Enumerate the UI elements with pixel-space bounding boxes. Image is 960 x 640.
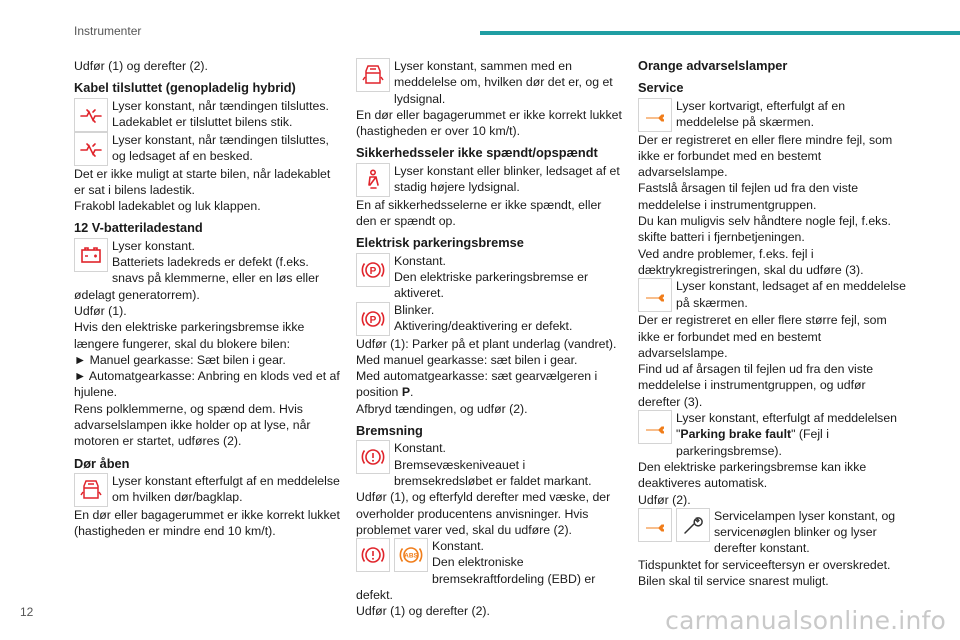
- battery-p3: ► Manuel gearkasse: Sæt bilen i gear.: [74, 352, 286, 367]
- service-heading: Service: [638, 80, 684, 96]
- cable-item-2: Lyser konstant, når tændingen tilsluttes, og ledsaget af en besked.: [112, 132, 329, 163]
- brake-icon-pair: [356, 538, 428, 572]
- abs-icon: [394, 538, 428, 572]
- svg-text:P: P: [369, 314, 377, 326]
- brake-item2-line-2: Den elektroniske bremsekraftfordeling (EBD) er defekt.: [356, 555, 596, 603]
- brake-heading: Bremsning: [356, 423, 423, 439]
- service-spanner-icon: [638, 410, 672, 444]
- belt-item: Lyser konstant eller blinker, ledsaget af et stadig højere lydsignal.: [394, 163, 620, 195]
- door2-after: En dør eller bagagerummet er ikke korrekt lukket (hastigheden er over 10 km/t).: [356, 107, 622, 139]
- service-spanner-icon: [638, 98, 672, 132]
- orange-warning-title: Orange advarselslamper: [638, 58, 788, 73]
- door-open-icon: [74, 473, 108, 507]
- column-2: [356, 58, 624, 620]
- service-2-p2: Find ud af årsagen til fejlen ud fra den viste meddelelse i instrumentgruppen, og udfør derefter (3).: [638, 362, 874, 409]
- svg-text:ABS: ABS: [404, 552, 418, 560]
- service-spanner-icon: [638, 508, 672, 542]
- cable-heading: Kabel tilsluttet (genopladelig hybrid): [74, 80, 296, 96]
- charging-plug-icon: [74, 132, 108, 166]
- service-3-p2: Udfør (2).: [638, 492, 691, 507]
- service-1-p1: Der er registreret en eller flere mindre fejl, som ikke er forbundet med en bestemt advarselslampe.: [638, 132, 893, 180]
- belt-heading: Sikkerhedsseler ikke spændt/opspændt: [356, 145, 598, 161]
- intro-text: Udfør (1) og derefter (2).: [74, 59, 208, 73]
- parking-brake-icon: [356, 302, 390, 336]
- service-1-p4: Ved andre problemer, f.eks. fejl i dæktrykregistreringen, skal du udføre (3).: [638, 246, 864, 277]
- cable-item-1: Lyser konstant, når tændingen tilsluttes. Ladekablet er tilsluttet bilens stik.: [112, 98, 329, 129]
- service-3-p1: Den elektriske parkeringsbremse kan ikke deaktiveres automatisk.: [638, 459, 867, 491]
- battery-p4: ► Automatgearkasse: Anbring en klods ved et af hjulene.: [74, 369, 340, 400]
- epb-heading: Elektrisk parkeringsbremse: [356, 235, 524, 251]
- epb-p4: Afbryd tændingen, og udfør (2).: [356, 401, 528, 416]
- brake-item2-line-1: Konstant.: [432, 539, 484, 554]
- epb-p3: Med automatgearkasse: sæt gearvælgeren i position P.: [356, 369, 598, 400]
- wrench-icon: [676, 508, 710, 542]
- brake-warning-icon: [356, 440, 390, 474]
- page-header-title: Instrumenter: [74, 24, 142, 38]
- column-1: [74, 58, 342, 540]
- service-4-p1: Tidspunktet for serviceeftersyn er overskredet.: [638, 557, 891, 572]
- service-4-item: Servicelampen lyser konstant, og servicenøglen blinker og lyser derefter konstant.: [714, 508, 896, 556]
- door-item: Lyser konstant efterfulgt af en meddelelse om hvilken dør/bagklap.: [112, 473, 340, 505]
- seatbelt-icon: [356, 163, 390, 197]
- battery-item-line-1: Lyser konstant.: [112, 238, 195, 253]
- parking-brake-icon: [356, 253, 390, 287]
- brake-item1-line-2: Bremsevæskeniveauet i bremsekredsløbet er faldet markant.: [394, 457, 592, 488]
- service-4-p2: Bilen skal til service snarest muligt.: [638, 574, 829, 589]
- epb-item2-line-2: Aktivering/deaktivering er defekt.: [394, 318, 573, 333]
- brake-warning-icon: [356, 538, 390, 572]
- door-heading: Dør åben: [74, 455, 130, 471]
- belt-after: En af sikkerhedsselerne er ikke spændt, eller den er spændt op.: [356, 197, 602, 229]
- watermark: carmanualsonline.info: [665, 606, 946, 635]
- epb-item1-line-1: Konstant.: [394, 253, 446, 268]
- door-after: En dør eller bagagerummet er ikke korrekt lukket (hastigheden er mindre end 10 km/t).: [74, 507, 340, 539]
- service-2-item: Lyser konstant, ledsaget af en meddelelse på skærmen.: [676, 279, 906, 310]
- service-1-p2: Fastslå årsagen til fejlen ud fra den viste meddelelse i instrumentgruppen.: [638, 181, 859, 212]
- service-1-item: Lyser kortvarigt, efterfulgt af en meddelelse på skærmen.: [676, 98, 846, 129]
- service-3-item: Lyser konstant, efterfulgt af meddelelsen "Parking brake fault" (Fejl i parkeringsbremse).: [676, 411, 898, 458]
- column-3: [638, 58, 906, 589]
- page-number: 12: [20, 605, 34, 619]
- battery-icon: [74, 238, 108, 272]
- brake-p2: Udfør (1) og derefter (2).: [356, 604, 490, 619]
- service-1-p3: Du kan muligvis selv håndtere nogle fejl, f.eks. skifte batteri i fjernbetjeningen.: [638, 214, 891, 245]
- cable-after-2: Frakobl ladekablet og luk klappen.: [74, 199, 261, 214]
- charging-plug-icon: [74, 98, 108, 132]
- door2-item: Lyser konstant, sammen med en meddelelse om, hvilken dør det er, og et lydsignal.: [394, 59, 613, 106]
- battery-p1: Udfør (1).: [74, 303, 127, 318]
- cable-after: Det er ikke muligt at starte bilen, når ladekablet er sat i bilens ladestik.: [74, 166, 331, 197]
- door-open-icon: [356, 58, 390, 92]
- brake-item1-line-1: Konstant.: [394, 441, 446, 456]
- service-icon-pair: [638, 508, 710, 542]
- battery-item-line-2: Batteriets ladekreds er defekt (f.eks. snavs på klemmerne, eller en løs eller ødelagt generatorrem).: [74, 255, 320, 302]
- svg-text:P: P: [369, 265, 377, 277]
- battery-p5: Rens polklemmerne, og spænd dem. Hvis advarselslampen ikke holder op at lyse, når motoren er startet, udføres (2).: [74, 401, 311, 449]
- epb-item2-line-1: Blinker.: [394, 302, 435, 317]
- service-2-p1: Der er registreret en eller flere større fejl, som ikke er forbundet med en bestemt advarselslampe.: [638, 313, 887, 360]
- epb-p1: Udfør (1): Parker på et plant underlag (vandret).: [356, 336, 617, 351]
- header-accent-rule: [480, 31, 960, 35]
- battery-p2: Hvis den elektriske parkeringsbremse ikke længere fungerer, skal du blokere bilen:: [74, 320, 305, 351]
- epb-p2: Med manuel gearkasse: sæt bilen i gear.: [356, 352, 578, 367]
- service-spanner-icon: [638, 278, 672, 312]
- brake-p1: Udfør (1), og efterfyld derefter med væske, der overholder producentens anvisninger. Hvis problemet varer ved, skal du udføre (2).: [356, 490, 611, 537]
- battery-heading: 12 V-batteriladestand: [74, 220, 203, 236]
- epb-item1-line-2: Den elektriske parkeringsbremse er aktiveret.: [394, 269, 589, 301]
